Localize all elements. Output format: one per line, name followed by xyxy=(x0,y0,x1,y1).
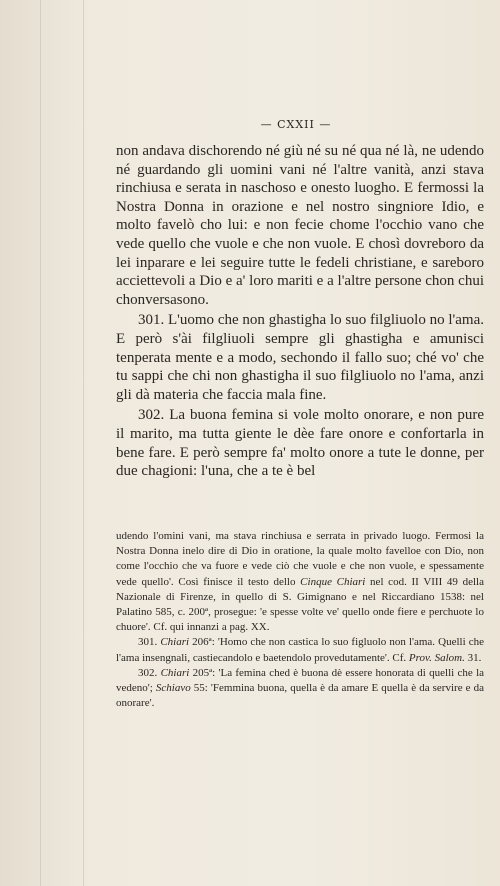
footnotes xyxy=(116,529,484,711)
note-302: 302. Chiari 205ª: 'La femina ched è buona dè essere honorata di quelli che la vedeno'; Schiavo 55: 'Femmina buona, quella è da amare E quella è da servire e da onorare'. xyxy=(116,666,485,710)
running-head: — CXXII — xyxy=(260,118,332,131)
main-text xyxy=(116,142,484,481)
note-301: 301. Chiari 206ª: 'Homo che non castica lo suo figluolo non l'ama. Quelli che l'ama insengnali, castiecandolo e baetendolo provedutamente'. Cf. Prov. Salom. 31. xyxy=(116,636,484,664)
paragraph-302: 302. La buona femina si vole molto onorare, e non pure il marito, ma tutta giente le dèe fare onore e confortarla in bene fare. E però sempre fa' molto onore a tute le donne, per due chagioni: l'una, che a te è bel xyxy=(116,407,484,480)
page-fold-line xyxy=(40,0,41,886)
note-continuation: udendo l'omini vani, ma stava rinchiusa e serrata in privado luogo. Fermosi la Nostra Donna inelo dire di Dio in oratione, la quale molto favelloe con Dio, non come l'occhio che va fuore e vede ciò che vuole e che non vuole, e spessamente vede quello'. Così finisce il testo dello Cinque Chiari nel cod. II VIII 49 della Nazionale di Firenze, in quello di S. Gimignano e nel Riccardiano 1538: nel Palatino 585, c. 200ª, prosegue: 'e spesse volte ve' quello onde fiere e perchuote lo chuore'. Cf. qui innanzi a pag. XX. xyxy=(116,530,484,634)
paragraph-continuation: non andava dischorendo né giù né su né qua né là, ne udendo né guardando gli uomini vani né l'altre vanità, anzi stava rinchiusa e serata in naschoso e onesto luogho. E fermossi la Nostra Donna in orazione e nel nostro singniore Idio, e molto favelò cho lui: e non fecie chome l'occhio vano che vede quello che vuole e che non vuole. E chosì dovreboro da lei inparare e lei seguire tutte le fedeli christiane, e sareboro acciettevoli a Dio e a' loro mariti e a l'altre persone chon chui chonversasono. xyxy=(116,143,484,308)
paragraph-301: 301. L'uomo che non ghastigha lo suo filgliuolo no l'ama. E però s'ài filgliuoli sempre gli ghastigha e amunisci tenperata mente e a modo, sechondo il fallo suo; ché vo' che tu sappi che chi non ghastigha il suo filgliuolo no l'ama, anzi gli dà materia che faccia mala fine. xyxy=(116,312,484,403)
page-fold-line xyxy=(83,0,84,886)
